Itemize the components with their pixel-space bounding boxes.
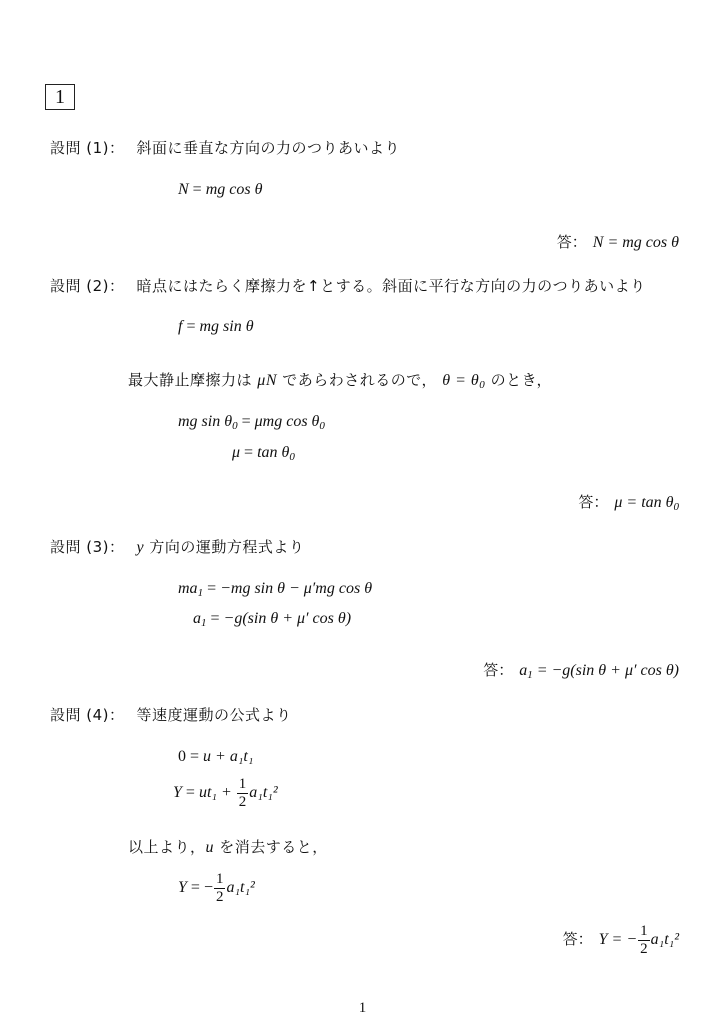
q2-equation-1: f = mg sin θ (178, 318, 254, 335)
q2-eq1-rhs: mg sin θ (199, 318, 254, 335)
q4-eq3-frac-den: 2 (215, 889, 224, 905)
question-2-heading (50, 275, 646, 296)
q2-eq2-rhs-sub: 0 (319, 420, 325, 432)
question-1-heading (50, 137, 400, 158)
q4-paragraph (128, 836, 328, 857)
problem-number-box: 1 (45, 84, 75, 110)
q2-text-e: のとき， (490, 371, 552, 389)
q2-eq3-rhs: tan θ (257, 444, 290, 461)
q2-eq1-lhs: f (178, 318, 183, 335)
q2-equation-2: mg $\sin \theta_0 = \mu mg$ $\cos \theta_0$ (178, 413, 325, 432)
page-number: 1 (358, 1000, 367, 1016)
q4-eq2-rhs-b: a₁t₁² (249, 784, 278, 802)
q4-eq3-rhs-b: a₁t₁² (226, 879, 255, 897)
q4-answer-rhs: a₁t₁² (650, 931, 679, 949)
q4-eq3-lhs: Y (178, 879, 187, 897)
q4-eq3-frac-num: 1 (215, 871, 224, 887)
q4-answer-fraction (638, 923, 650, 958)
q2-eq3-lhs: μ (232, 444, 241, 461)
q4-equation-2: Y = ut₁ + $\frac{1}{2}$ a₁t₁² (173, 776, 278, 810)
question-1-text: 斜面に垂直な方向の力のつりあいより (136, 139, 401, 157)
q2-text-d-sub: 0 (479, 379, 486, 391)
q2-eq2-lhs-sub: 0 (232, 420, 238, 432)
q4-equation-1: 0 = u + a₁t₁ (178, 748, 254, 765)
q1-answer-value: N = mg cos θ (592, 234, 679, 251)
q2-eq3-rhs-sub: 0 (289, 451, 295, 463)
question-4-text: 等速度運動の公式より (136, 706, 292, 724)
question-2-label: 設問 (2)： (50, 277, 125, 295)
q3-eq2-lhs-sub: 1 (201, 617, 207, 629)
q4-answer-label: 答： (562, 930, 593, 949)
question-3-label: 設問 (3)： (50, 538, 125, 556)
q2-equation-3: $\mu = \tan \theta_0$ (232, 444, 295, 463)
q3-answer (483, 659, 679, 681)
question-3-var: y (136, 539, 145, 556)
question-3-heading (50, 536, 304, 557)
q4-eq2-frac-den: 2 (238, 794, 247, 810)
q2-eq2-rhs: μmg cos θ (254, 413, 320, 430)
question-2-text: 暗点にはたらく摩擦力を↑とする。斜面に平行な方向の力のつりあいより (136, 277, 646, 295)
q4-eq2-fraction (237, 776, 249, 811)
q4-eq1-lhs: 0 (178, 748, 186, 765)
q4-eq2-lhs: Y (173, 784, 182, 802)
q2-text-a: 最大静止摩擦力は (128, 371, 253, 389)
q3-eq1-lhs-sub: 1 (197, 587, 204, 599)
q2-answer-label: 答： (578, 493, 609, 511)
q4-answer-frac-den: 2 (640, 941, 648, 957)
q4-text-c: を消去すると， (219, 838, 328, 856)
q4-eq2-rhs-a: ut₁ + (198, 784, 232, 802)
q2-answer-value: μ = tan θ (614, 494, 674, 511)
q2-paragraph (128, 369, 552, 391)
q1-answer-label: 答： (556, 233, 587, 251)
q4-eq1-rhs: u + a₁t₁ (203, 748, 254, 765)
q4-eq2-frac-num: 1 (238, 776, 247, 792)
q2-answer-sub: 0 (673, 501, 679, 513)
question-4-heading (50, 704, 292, 725)
q1-eq-rhs: mg cos θ (205, 181, 263, 198)
q1-equation: N = mg cos θ (178, 181, 263, 198)
q4-answer (563, 923, 679, 958)
q3-eq1-lhs: ma (178, 580, 198, 597)
q3-answer-value: = −g(sin θ + μ′ cos θ) (536, 662, 679, 679)
q4-eq3-rhs-a: − (203, 879, 213, 897)
question-3-text: 方向の運動方程式より (149, 538, 305, 556)
q1-answer (557, 231, 679, 252)
q4-eq3-fraction (214, 871, 226, 906)
q3-eq2-rhs: −g(sin θ + μ′ cos θ) (223, 610, 352, 627)
q3-answer-sub: 1 (527, 669, 533, 681)
q2-eq2-lhs: mg sin θ (178, 413, 233, 430)
q3-equation-1: $ma_1 = -mg$ sin θ − μ′mg cos θ (178, 580, 373, 599)
question-1-label: 設問 (1)： (50, 139, 125, 157)
q4-equation-3: Y = − $\frac{1}{2}$ a₁t₁² (178, 871, 255, 905)
q3-eq1-rhs: −mg sin θ − μ′mg cos θ (220, 580, 373, 597)
q3-equation-2: $a_1 = -g(\sin$ θ + μ′ cos θ) (193, 610, 352, 629)
q4-text-b: u (205, 839, 215, 856)
q4-answer-lhs: Y = − (598, 931, 638, 949)
q4-text-a: 以上より， (128, 838, 206, 856)
q3-eq2-lhs: a (193, 610, 201, 627)
q3-answer-var: a (519, 662, 528, 679)
q4-answer-frac-num: 1 (640, 923, 648, 939)
q1-eq-lhs: N (178, 181, 189, 198)
q2-answer (578, 491, 679, 513)
question-4-label: 設問 (4)： (50, 706, 125, 724)
q2-text-d: θ = θ (442, 372, 480, 389)
q2-text-b: μN (257, 372, 277, 389)
q3-answer-label: 答： (483, 661, 514, 679)
q2-text-c: であらわされるので， (282, 371, 437, 389)
